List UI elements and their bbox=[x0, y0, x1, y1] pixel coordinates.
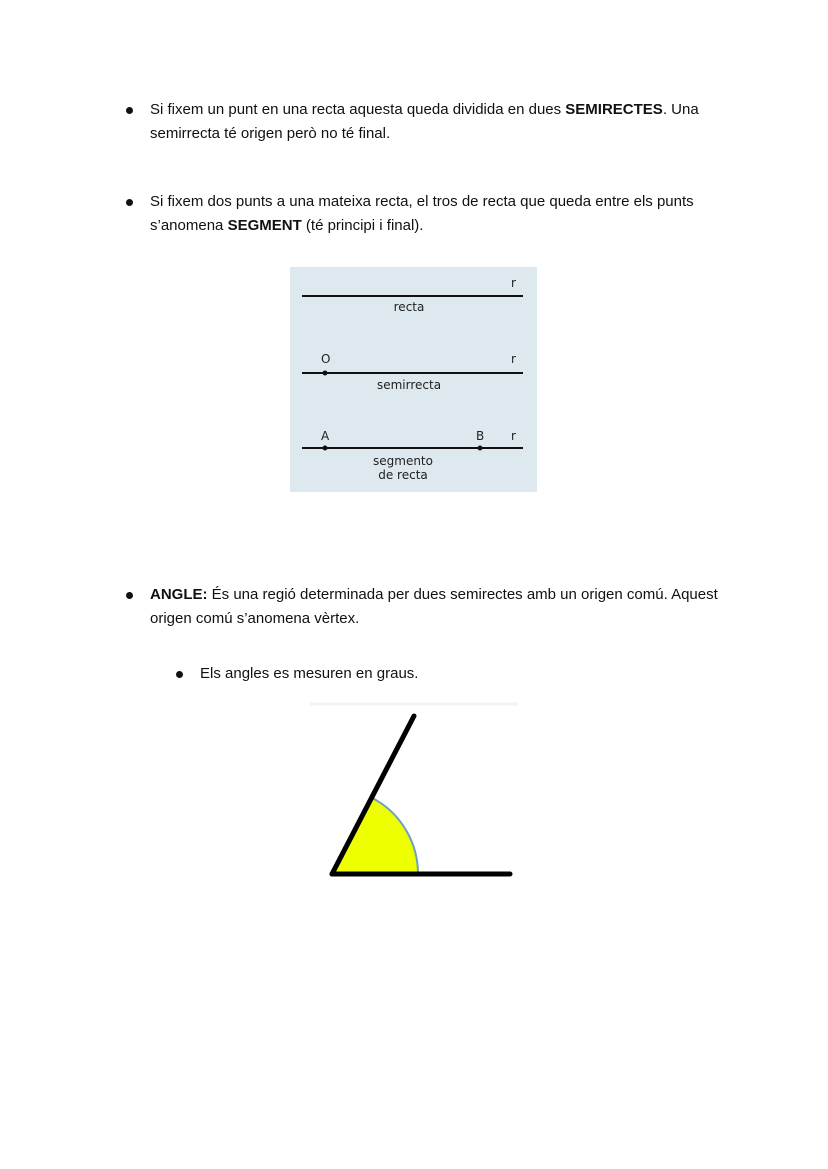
point-a-letter: A bbox=[321, 429, 330, 443]
text-run: Si fixem un punt en una recta aquesta queda dividida en dues bbox=[150, 101, 566, 118]
text-run: (té principi i final). bbox=[301, 217, 424, 234]
term-angle: ANGLE: bbox=[150, 586, 208, 603]
bullet-text bbox=[150, 98, 710, 146]
angle-diagram bbox=[310, 702, 520, 887]
semirrecta-caption: semirrecta bbox=[376, 378, 442, 392]
bullet-dot bbox=[176, 671, 183, 678]
angle-sector bbox=[332, 799, 418, 874]
recta-letter: r bbox=[511, 276, 516, 290]
segment-letter: r bbox=[511, 429, 516, 443]
bullet-dot bbox=[126, 107, 133, 114]
term-segment: SEGMENT bbox=[227, 217, 302, 234]
semirrecta-letter: r bbox=[511, 352, 516, 366]
text-run: . Una semirrecta té origen però no té final. bbox=[150, 101, 699, 142]
term-semirectes: SEMIRECTES bbox=[565, 101, 663, 118]
origin-point bbox=[323, 371, 328, 376]
point-a bbox=[323, 446, 328, 451]
point-b-letter: B bbox=[476, 429, 485, 443]
segment-caption-line2: de recta bbox=[378, 468, 428, 482]
bullet-dot bbox=[126, 199, 133, 206]
bullet-dot bbox=[126, 592, 133, 599]
figure-angle bbox=[310, 702, 520, 887]
text-run: Si fixem dos punts a una mateixa recta, el tros de recta que queda entre els punts s’anomena bbox=[150, 193, 694, 234]
lines-diagram bbox=[290, 267, 537, 492]
bullet-text bbox=[150, 190, 720, 238]
bullet-text bbox=[150, 583, 750, 631]
segment-caption-line1: segmento bbox=[373, 454, 433, 468]
recta-caption: recta bbox=[393, 300, 425, 314]
text-run: És una regió determinada per dues semirectes amb un origen comú. Aquest origen comú s’anomena vèrtex. bbox=[150, 586, 718, 627]
point-b bbox=[478, 446, 483, 451]
figure-recta-semirrecta-segment bbox=[290, 267, 537, 492]
origin-letter: O bbox=[321, 352, 331, 366]
bullet-text: Els angles es mesuren en graus. bbox=[200, 665, 419, 682]
